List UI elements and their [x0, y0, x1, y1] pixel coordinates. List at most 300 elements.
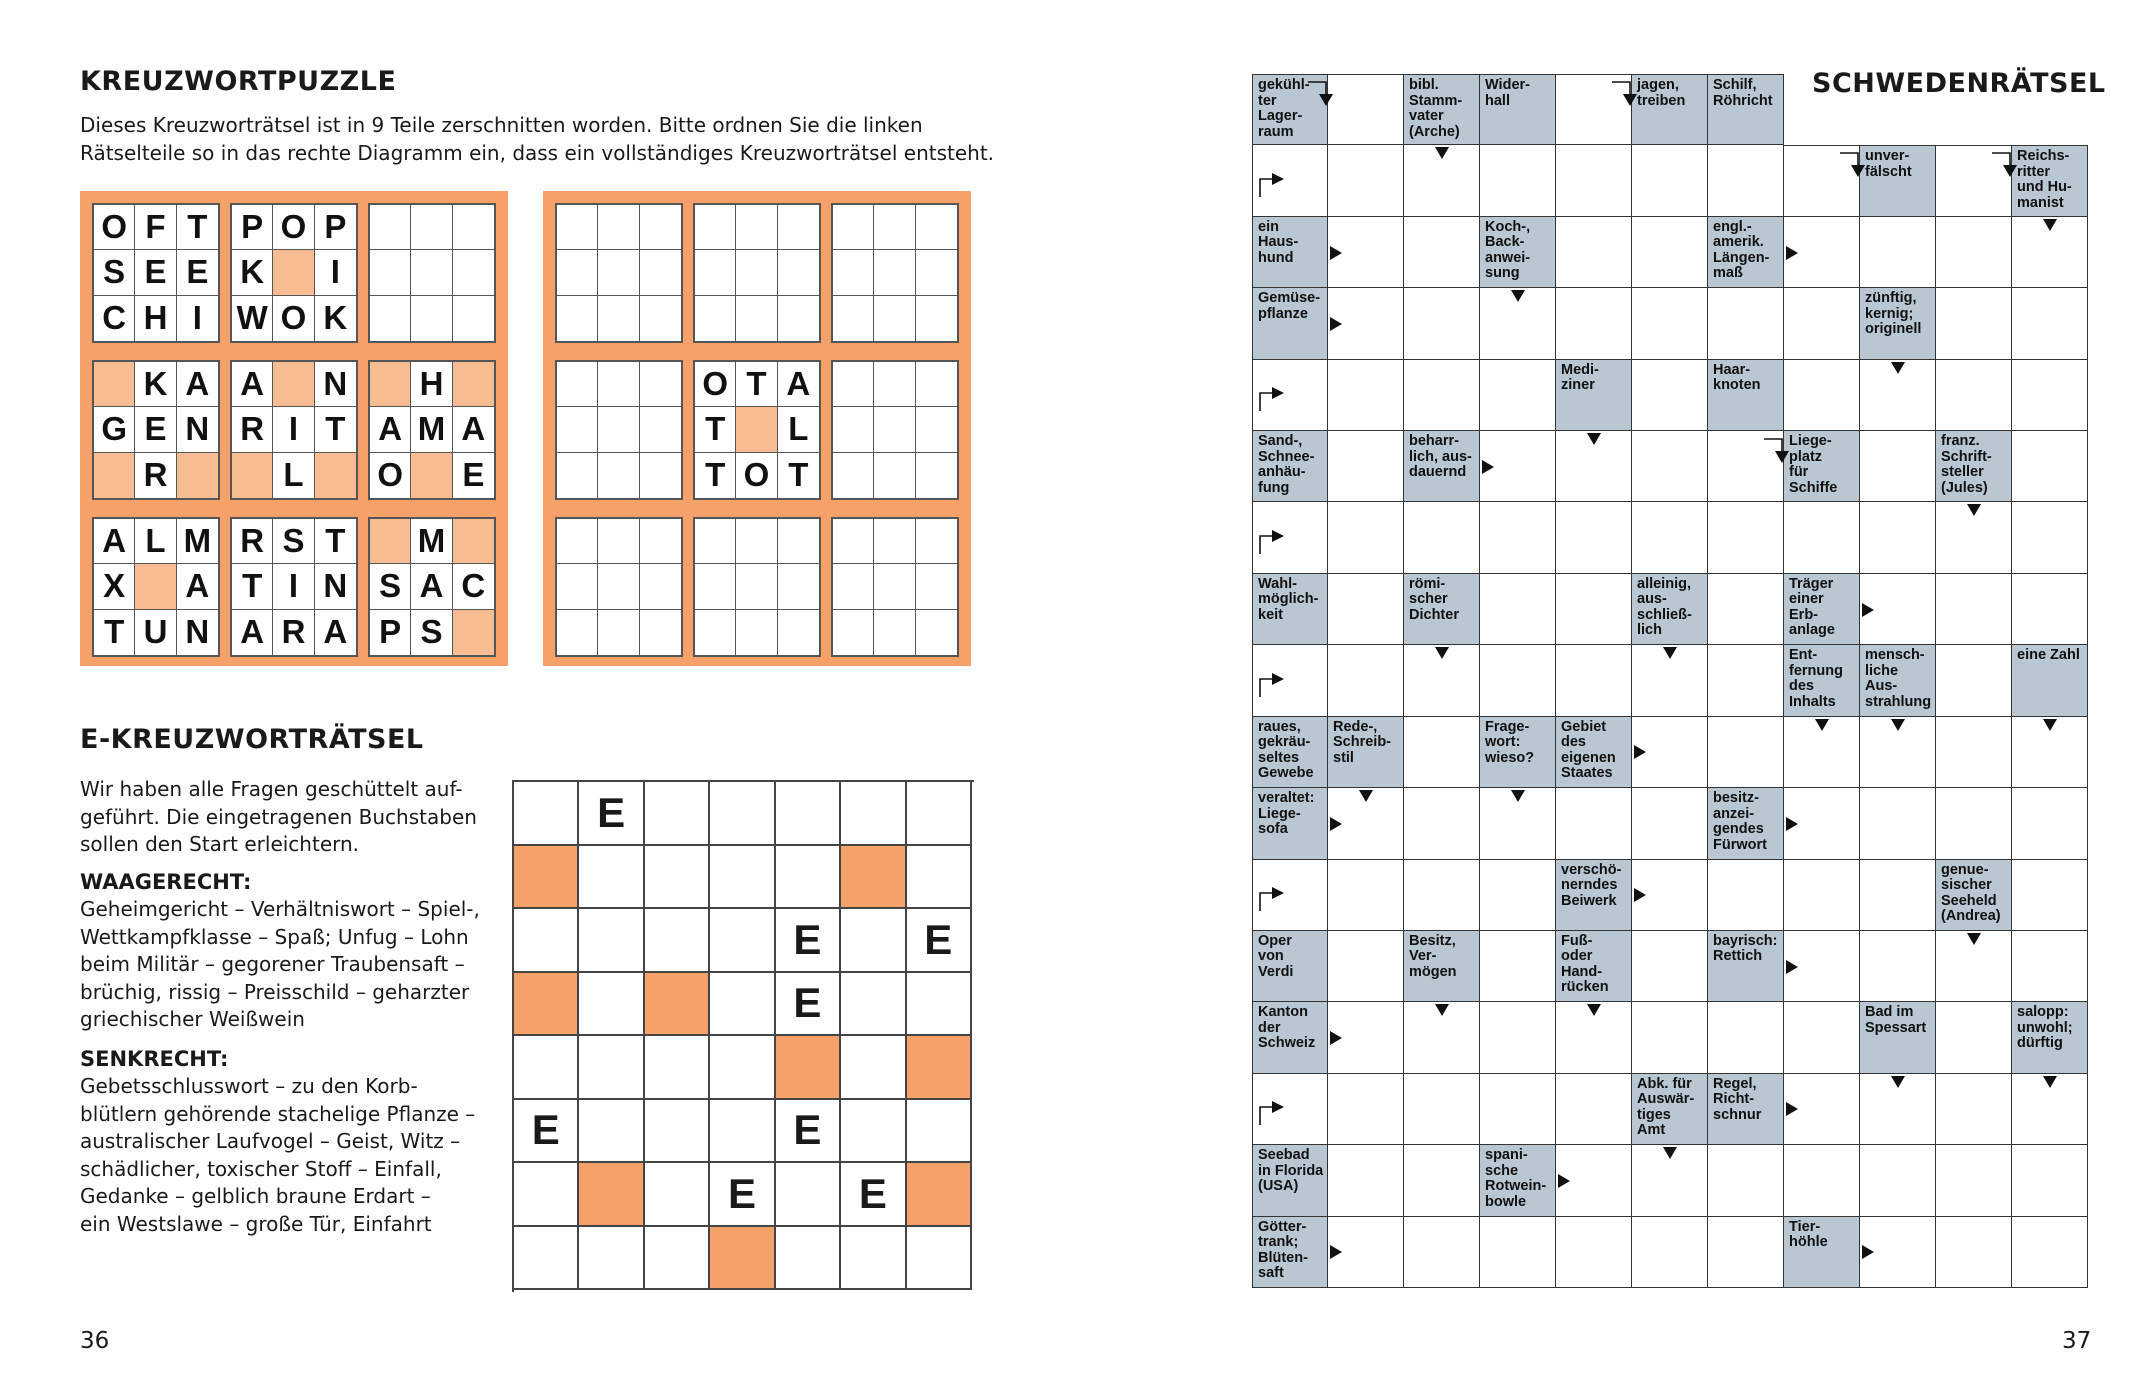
answer-cell[interactable] [1708, 502, 1784, 573]
letter-cell [778, 296, 819, 341]
letter-cell [557, 296, 598, 341]
empty-cell[interactable] [645, 909, 710, 973]
answer-cell[interactable] [1480, 360, 1556, 431]
clue-line: geführt. Die eingetragenen Buchstaben [80, 804, 477, 829]
letter-cell[interactable]: E [841, 1163, 906, 1227]
bent-right-arrow-icon [1258, 383, 1288, 413]
letter-cell: A [778, 362, 819, 407]
empty-cell[interactable] [579, 846, 644, 910]
answer-cell[interactable] [1936, 288, 2012, 359]
puzzle-piece[interactable] [92, 517, 220, 657]
answer-cell[interactable] [1556, 288, 1632, 359]
right-arrow-icon [1558, 1174, 1570, 1188]
answer-cell[interactable] [1480, 931, 1556, 1002]
puzzle-piece[interactable] [368, 360, 496, 500]
answer-cell[interactable] [2012, 1145, 2088, 1216]
answer-cell[interactable] [1936, 717, 2012, 788]
answer-cell[interactable] [1936, 1217, 2012, 1288]
empty-cell[interactable] [710, 1036, 775, 1100]
clue-cell: Liege- platz für Schiffe [1784, 431, 1860, 502]
answer-cell[interactable] [1936, 645, 2012, 716]
answer-cell[interactable] [1556, 502, 1632, 573]
empty-cell[interactable] [579, 909, 644, 973]
empty-cell[interactable] [579, 1036, 644, 1100]
clue-line: blütlern gehörende stachelige Pflanze – [80, 1101, 476, 1126]
answer-cell[interactable] [1328, 574, 1404, 645]
letter-cell [833, 610, 874, 655]
clue-cell: veraltet: Liege- sofa [1252, 788, 1328, 859]
clue-cell: Bad im Spessart [1860, 1002, 1936, 1073]
letter-cell [874, 250, 915, 295]
letter-cell: O [370, 453, 411, 498]
letter-cell [833, 407, 874, 452]
letter-cell [598, 250, 639, 295]
letter-cell: C [453, 564, 494, 609]
puzzle-piece[interactable] [555, 360, 683, 500]
down-arrow-icon [2043, 219, 2057, 231]
letter-cell [370, 205, 411, 250]
clue-cell: Abk. für Auswär- tiges Amt [1632, 1074, 1708, 1145]
answer-cell[interactable] [1556, 1217, 1632, 1288]
letter-cell [916, 205, 957, 250]
clue-cell: Haar- knoten [1708, 360, 1784, 431]
e-crossword-grid [512, 780, 974, 1292]
letter-cell[interactable]: E [907, 909, 972, 973]
empty-cell[interactable] [776, 782, 841, 846]
answer-cell[interactable] [1936, 217, 2012, 288]
empty-cell[interactable] [841, 1100, 906, 1164]
letter-cell [833, 564, 874, 609]
answer-cell[interactable] [1480, 145, 1556, 216]
letter-cell [778, 610, 819, 655]
empty-cell[interactable] [776, 846, 841, 910]
empty-cell[interactable] [514, 1227, 579, 1291]
answer-cell[interactable] [1632, 1217, 1708, 1288]
shaded-cell [315, 453, 356, 498]
puzzle-piece[interactable] [693, 517, 821, 657]
answer-cell[interactable] [2012, 502, 2088, 573]
letter-cell: L [273, 453, 314, 498]
puzzle-piece[interactable] [368, 517, 496, 657]
clue-cell: Reichs- ritter und Hu- manist [2012, 145, 2088, 216]
letter-cell: F [135, 205, 176, 250]
answer-cell[interactable] [1784, 1145, 1860, 1216]
puzzle-piece[interactable] [831, 360, 959, 500]
empty-cell[interactable] [645, 782, 710, 846]
answer-cell[interactable] [1404, 360, 1480, 431]
letter-cell [833, 205, 874, 250]
answer-cell[interactable] [2012, 1217, 2088, 1288]
letter-cell: A [177, 564, 218, 609]
letter-cell: T [788, 456, 809, 494]
answer-cell[interactable] [1632, 145, 1708, 216]
schwedenraetsel-grid [1252, 74, 2088, 1288]
answer-cell[interactable] [1708, 645, 1784, 716]
empty-cell[interactable] [907, 782, 972, 846]
letter-cell: H [135, 296, 176, 341]
answer-cell[interactable] [1328, 931, 1404, 1002]
letter-cell: T [232, 564, 273, 609]
answer-cell[interactable] [1404, 860, 1480, 931]
clue-cell: mensch- liche Aus- strahlung [1860, 645, 1936, 716]
clue-line: Wettkampfklasse – Spaß; Unfug – Lohn [80, 924, 469, 949]
answer-cell[interactable] [1328, 1145, 1404, 1216]
empty-cell[interactable] [907, 1100, 972, 1164]
letter-cell [778, 564, 819, 609]
empty-cell[interactable] [645, 846, 710, 910]
answer-cell[interactable] [1328, 360, 1404, 431]
letter-cell [778, 519, 819, 564]
answer-cell[interactable] [1404, 1074, 1480, 1145]
answer-cell[interactable] [1784, 1002, 1860, 1073]
puzzle2-title: E-KREUZWORTRÄTSEL [80, 724, 424, 755]
letter-cell [370, 296, 411, 341]
puzzle-piece[interactable] [831, 203, 959, 343]
clue-cell: ein Haus- hund [1252, 217, 1328, 288]
puzzle-piece[interactable] [368, 203, 496, 343]
letter-cell: S [370, 564, 411, 609]
clue-line: ein Westslawe – große Tür, Einfahrt [80, 1211, 432, 1236]
clue-cell: Koch-, Back- anwei- sung [1480, 217, 1556, 288]
empty-cell[interactable] [710, 782, 775, 846]
letter-cell: A [232, 362, 273, 407]
answer-cell[interactable] [1784, 360, 1860, 431]
shaded-cell [453, 610, 494, 655]
answer-cell[interactable] [1784, 860, 1860, 931]
answer-cell[interactable] [2012, 788, 2088, 859]
clue-cell: eine Zahl [2012, 645, 2088, 716]
letter-cell: N [177, 407, 218, 452]
empty-cell[interactable] [579, 1100, 644, 1164]
down-arrow-icon [1891, 1076, 1905, 1088]
clue-line: brüchig, rissig – Preisschild – geharzter [80, 979, 470, 1004]
letter-cell [640, 519, 681, 564]
letter-cell: C [94, 296, 135, 341]
letter-cell: S [411, 610, 452, 655]
letter-cell[interactable]: E [776, 909, 841, 973]
answer-cell[interactable] [1708, 288, 1784, 359]
letter-cell [736, 610, 777, 655]
letter-cell[interactable]: E [776, 1100, 841, 1164]
answer-cell[interactable] [1328, 1074, 1404, 1145]
answer-cell[interactable] [1328, 860, 1404, 931]
empty-cell[interactable] [907, 973, 972, 1037]
letter-cell[interactable]: E [776, 973, 841, 1037]
clue-cell: raues, gekräu- seltes Gewebe [1252, 717, 1328, 788]
letter-cell: A [453, 407, 494, 452]
shaded-cell [907, 1163, 972, 1227]
bent-down-arrow-icon [1838, 151, 1878, 181]
puzzle1-title: KREUZWORTPUZZLE [80, 66, 397, 97]
clue-line: sollen den Start erleichtern. [80, 832, 360, 856]
clue-cell: genue- sischer Seeheld (Andrea) [1936, 860, 2012, 931]
puzzle-piece[interactable] [92, 203, 220, 343]
empty-cell[interactable] [841, 909, 906, 973]
answer-cell[interactable] [1936, 360, 2012, 431]
answer-cell[interactable] [1480, 574, 1556, 645]
letter-cell: A [177, 362, 218, 407]
right-arrow-icon [1786, 246, 1798, 260]
answer-cell[interactable] [1708, 145, 1784, 216]
answer-cell[interactable] [1328, 645, 1404, 716]
letter-cell: O [273, 205, 314, 250]
answer-cell[interactable] [1860, 860, 1936, 931]
answer-cell[interactable] [1936, 574, 2012, 645]
letter-cell: R [135, 453, 176, 498]
answer-cell[interactable] [1632, 502, 1708, 573]
puzzle-pieces-area [80, 191, 508, 666]
answer-cell[interactable] [1708, 860, 1784, 931]
empty-cell[interactable] [514, 909, 579, 973]
answer-cell[interactable] [1936, 1145, 2012, 1216]
answer-cell[interactable] [1860, 217, 1936, 288]
clue-cell: Gebiet des eigenen Staates [1556, 717, 1632, 788]
letter-cell: O [695, 362, 736, 407]
bent-right-arrow-icon [1258, 883, 1288, 913]
puzzle-piece[interactable] [555, 517, 683, 657]
letter-cell [557, 610, 598, 655]
letter-cell [640, 407, 681, 452]
empty-cell[interactable] [645, 1100, 710, 1164]
clue-cell: gekühl- ter Lager- raum [1252, 74, 1328, 145]
down-heading: SENKRECHT: [80, 1046, 229, 1071]
empty-cell[interactable] [776, 1163, 841, 1227]
page-number-right: 37 [2062, 1328, 2092, 1354]
answer-cell[interactable] [1328, 145, 1404, 216]
answer-cell[interactable] [1480, 1002, 1556, 1073]
empty-cell[interactable] [645, 1036, 710, 1100]
answer-cell[interactable] [1708, 717, 1784, 788]
clue-cell: Kanton der Schweiz [1252, 1002, 1328, 1073]
answer-cell[interactable] [1632, 1002, 1708, 1073]
empty-cell[interactable] [710, 1100, 775, 1164]
clue-cell: Tier- höhle [1784, 1217, 1860, 1288]
letter-cell: P [315, 205, 356, 250]
answer-cell[interactable] [1784, 502, 1860, 573]
answer-cell[interactable] [2012, 288, 2088, 359]
answer-cell[interactable] [2012, 431, 2088, 502]
right-arrow-icon [1482, 460, 1494, 474]
empty-cell[interactable] [710, 846, 775, 910]
answer-cell[interactable] [1860, 502, 1936, 573]
answer-cell[interactable] [1480, 502, 1556, 573]
shaded-cell [776, 1036, 841, 1100]
letter-cell: L [778, 407, 819, 452]
letter-cell: M [177, 519, 218, 564]
right-arrow-icon [1786, 817, 1798, 831]
empty-cell[interactable] [514, 1163, 579, 1227]
answer-cell[interactable] [1404, 217, 1480, 288]
clue-cell: beharr- lich, aus- dauernd [1404, 431, 1480, 502]
letter-cell[interactable]: E [579, 782, 644, 846]
answer-cell[interactable] [1404, 502, 1480, 573]
answer-cell[interactable] [1556, 1074, 1632, 1145]
letter-cell[interactable]: E [710, 1163, 775, 1227]
puzzle2-clues [80, 776, 510, 1238]
letter-cell: T [695, 453, 736, 498]
answer-cell[interactable] [1328, 431, 1404, 502]
shaded-cell [453, 519, 494, 564]
answer-cell[interactable] [2012, 360, 2088, 431]
answer-cell[interactable] [1404, 1217, 1480, 1288]
clue-cell: salopp: unwohl; dürftig [2012, 1002, 2088, 1073]
clue-cell: Sand-, Schnee- anhäu- fung [1252, 431, 1328, 502]
answer-cell[interactable] [1632, 788, 1708, 859]
answer-cell[interactable] [2012, 574, 2088, 645]
answer-cell[interactable] [1708, 1145, 1784, 1216]
empty-cell[interactable] [579, 1227, 644, 1291]
bent-down-arrow-icon [1762, 437, 1802, 467]
letter-cell: E [135, 250, 176, 295]
letter-cell: A [370, 407, 411, 452]
answer-cell[interactable] [1632, 217, 1708, 288]
empty-cell[interactable] [776, 1227, 841, 1291]
letter-cell: T [315, 519, 356, 564]
bent-right-arrow-icon [1258, 526, 1288, 556]
answer-cell[interactable] [1632, 431, 1708, 502]
shaded-cell [232, 453, 273, 498]
empty-cell[interactable] [841, 782, 906, 846]
puzzle-piece[interactable] [693, 360, 821, 500]
letter-cell [453, 296, 494, 341]
answer-cell[interactable] [1480, 1217, 1556, 1288]
empty-cell[interactable] [579, 973, 644, 1037]
letter-cell: G [94, 407, 135, 452]
down-arrow-icon [1511, 290, 1525, 302]
clue-cell: Rede-, Schreib- stil [1328, 717, 1404, 788]
bent-down-arrow-icon [1990, 151, 2030, 181]
answer-cell[interactable] [1632, 931, 1708, 1002]
answer-cell[interactable] [2012, 860, 2088, 931]
clue-cell: Fuß- oder Hand- rücken [1556, 931, 1632, 1002]
letter-cell [695, 610, 736, 655]
letter-cell [736, 564, 777, 609]
puzzle-piece[interactable] [831, 517, 959, 657]
answer-cell[interactable] [1860, 931, 1936, 1002]
puzzle-piece[interactable] [230, 517, 358, 657]
empty-cell[interactable] [907, 846, 972, 910]
answer-cell[interactable] [1936, 1002, 2012, 1073]
empty-cell[interactable] [514, 1036, 579, 1100]
answer-cell[interactable] [1556, 788, 1632, 859]
empty-cell[interactable] [710, 909, 775, 973]
empty-cell[interactable] [841, 1227, 906, 1291]
answer-cell[interactable] [1860, 431, 1936, 502]
answer-cell[interactable] [1480, 1074, 1556, 1145]
answer-cell[interactable] [1936, 788, 2012, 859]
letter-cell: O [94, 205, 135, 250]
letter-cell [598, 564, 639, 609]
right-arrow-icon [1862, 603, 1874, 617]
down-arrow-icon [1435, 1004, 1449, 1016]
puzzle-piece[interactable] [92, 360, 220, 500]
letter-cell[interactable]: E [514, 1100, 579, 1164]
empty-cell[interactable] [710, 973, 775, 1037]
letter-cell [640, 250, 681, 295]
empty-cell[interactable] [645, 1227, 710, 1291]
clue-cell: verschö- nerndes Beiwerk [1556, 860, 1632, 931]
shaded-cell [579, 1163, 644, 1227]
bent-right-arrow-icon [1258, 669, 1288, 699]
clue-cell: Seebad in Florida (USA) [1252, 1145, 1328, 1216]
puzzle-piece[interactable] [230, 360, 358, 500]
answer-cell[interactable] [1936, 1074, 2012, 1145]
puzzle-piece[interactable] [555, 203, 683, 343]
letter-cell: T [736, 362, 777, 407]
letter-cell: I [192, 299, 202, 337]
puzzle-piece[interactable] [693, 203, 821, 343]
answer-cell[interactable] [1708, 1002, 1784, 1073]
empty-cell[interactable] [514, 782, 579, 846]
answer-cell[interactable] [1860, 1145, 1936, 1216]
puzzle-piece[interactable] [230, 203, 358, 343]
letter-cell: I [315, 250, 356, 295]
letter-cell [736, 519, 777, 564]
answer-cell[interactable] [1404, 788, 1480, 859]
answer-cell[interactable] [2012, 931, 2088, 1002]
empty-cell[interactable] [645, 1163, 710, 1227]
clue-cell: bayrisch: Rettich [1708, 931, 1784, 1002]
answer-cell[interactable] [1480, 645, 1556, 716]
empty-cell[interactable] [841, 973, 906, 1037]
letter-cell: K [323, 299, 348, 337]
letter-cell: A [323, 613, 348, 651]
answer-cell[interactable] [1784, 288, 1860, 359]
letter-cell [916, 453, 957, 498]
letter-cell [736, 250, 777, 295]
right-arrow-icon [1330, 1031, 1342, 1045]
letter-cell [695, 205, 736, 250]
clue-cell: engl.- amerik. Längen- maß [1708, 217, 1784, 288]
answer-cell[interactable] [1328, 502, 1404, 573]
intro-text [80, 776, 510, 859]
letter-cell [736, 205, 777, 250]
letter-cell: N [315, 362, 356, 407]
letter-cell: T [695, 407, 736, 452]
down-arrow-icon [2043, 719, 2057, 731]
answer-cell[interactable] [1404, 1145, 1480, 1216]
answer-cell[interactable] [1480, 860, 1556, 931]
answer-cell[interactable] [1556, 217, 1632, 288]
letter-cell [874, 407, 915, 452]
clue-line: Wir haben alle Fragen geschüttelt auf- [80, 777, 463, 801]
shaded-cell [736, 407, 777, 452]
answer-cell[interactable] [1708, 574, 1784, 645]
letter-cell [695, 296, 736, 341]
empty-cell[interactable] [907, 1227, 972, 1291]
letter-cell [557, 250, 598, 295]
empty-cell[interactable] [841, 1036, 906, 1100]
answer-cell[interactable] [1632, 360, 1708, 431]
answer-cell[interactable] [1404, 717, 1480, 788]
answer-cell[interactable] [1708, 1217, 1784, 1288]
answer-cell[interactable] [1404, 288, 1480, 359]
clue-cell: zünftig, kernig; originell [1860, 288, 1936, 359]
answer-cell[interactable] [1860, 788, 1936, 859]
letter-cell: S [273, 519, 314, 564]
answer-cell[interactable] [1556, 645, 1632, 716]
clue-cell: römi- scher Dichter [1404, 574, 1480, 645]
letter-cell: K [232, 250, 273, 295]
answer-cell[interactable] [1556, 574, 1632, 645]
shaded-cell [370, 362, 411, 407]
answer-cell[interactable] [1632, 288, 1708, 359]
shaded-cell [841, 846, 906, 910]
letter-cell: I [273, 564, 314, 609]
answer-cell[interactable] [1556, 145, 1632, 216]
letter-cell [916, 407, 957, 452]
clue-line: Geheimgericht – Verhältniswort – Spiel-, [80, 897, 480, 921]
